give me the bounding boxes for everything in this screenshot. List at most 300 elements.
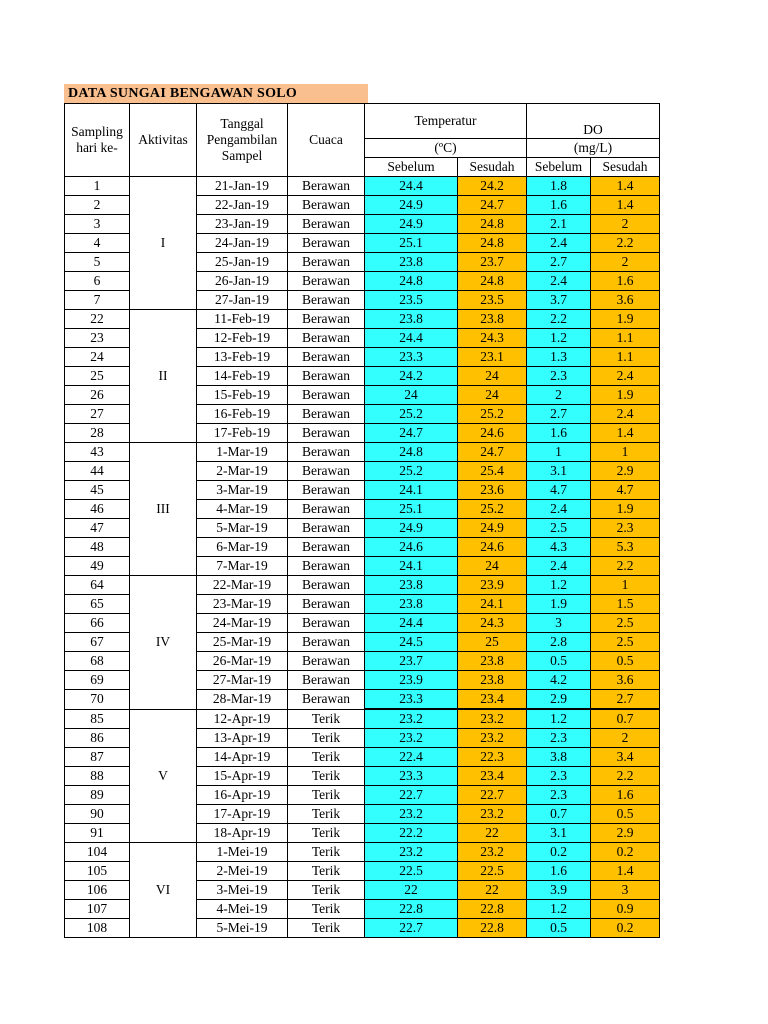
cell-temp-sesudah: 24.2	[458, 177, 527, 196]
header-do: DO	[527, 104, 660, 139]
cell-temp-sesudah: 23.4	[458, 767, 527, 786]
cell-cuaca: Berawan	[288, 538, 365, 557]
cell-do-sebelum: 2.4	[527, 272, 591, 291]
cell-cuaca: Berawan	[288, 329, 365, 348]
cell-do-sebelum: 2.7	[527, 253, 591, 272]
cell-do-sebelum: 3.8	[527, 748, 591, 767]
cell-sampling-day: 66	[65, 614, 130, 633]
header-aktivitas: Aktivitas	[130, 104, 197, 177]
cell-temp-sesudah: 25.4	[458, 462, 527, 481]
cell-do-sebelum: 2.5	[527, 519, 591, 538]
cell-tanggal: 21-Jan-19	[197, 177, 288, 196]
cell-temp-sesudah: 23.2	[458, 729, 527, 748]
cell-do-sesudah: 1.9	[591, 310, 660, 329]
cell-sampling-day: 91	[65, 824, 130, 843]
cell-temp-sebelum: 22.7	[365, 786, 458, 805]
cell-sampling-day: 86	[65, 729, 130, 748]
cell-cuaca: Berawan	[288, 424, 365, 443]
cell-do-sesudah: 1	[591, 576, 660, 595]
cell-cuaca: Berawan	[288, 576, 365, 595]
cell-do-sebelum: 3.1	[527, 462, 591, 481]
cell-cuaca: Terik	[288, 729, 365, 748]
cell-sampling-day: 67	[65, 633, 130, 652]
cell-cuaca: Terik	[288, 786, 365, 805]
cell-do-sebelum: 3.1	[527, 824, 591, 843]
cell-do-sesudah: 1.4	[591, 177, 660, 196]
cell-do-sesudah: 1.4	[591, 196, 660, 215]
header-do-unit: (mg/L)	[527, 139, 660, 158]
header-do-sebelum: Sebelum	[527, 158, 591, 177]
cell-sampling-day: 106	[65, 881, 130, 900]
cell-temp-sebelum: 24.1	[365, 557, 458, 576]
cell-temp-sebelum: 25.1	[365, 500, 458, 519]
cell-cuaca: Terik	[288, 748, 365, 767]
cell-do-sebelum: 2.4	[527, 500, 591, 519]
table-row	[65, 177, 660, 196]
cell-do-sebelum: 2.4	[527, 557, 591, 576]
cell-do-sesudah: 0.5	[591, 652, 660, 671]
cell-temp-sesudah: 23.4	[458, 690, 527, 710]
cell-do-sesudah: 1.4	[591, 862, 660, 881]
cell-temp-sebelum: 23.9	[365, 671, 458, 690]
cell-tanggal: 23-Jan-19	[197, 215, 288, 234]
cell-temp-sebelum: 22	[365, 881, 458, 900]
cell-temp-sebelum: 23.5	[365, 291, 458, 310]
cell-do-sebelum: 4.2	[527, 671, 591, 690]
cell-cuaca: Berawan	[288, 215, 365, 234]
cell-cuaca: Berawan	[288, 500, 365, 519]
cell-tanggal: 27-Jan-19	[197, 291, 288, 310]
cell-cuaca: Berawan	[288, 253, 365, 272]
cell-aktivitas: I	[130, 177, 197, 310]
cell-cuaca: Berawan	[288, 633, 365, 652]
cell-do-sesudah: 2	[591, 729, 660, 748]
cell-cuaca: Berawan	[288, 405, 365, 424]
cell-temp-sesudah: 24	[458, 386, 527, 405]
table-body	[65, 177, 660, 938]
cell-cuaca: Terik	[288, 709, 365, 729]
cell-do-sebelum: 0.5	[527, 652, 591, 671]
cell-do-sesudah: 2.4	[591, 405, 660, 424]
cell-temp-sebelum: 25.1	[365, 234, 458, 253]
cell-do-sesudah: 2.5	[591, 633, 660, 652]
cell-temp-sesudah: 24.3	[458, 329, 527, 348]
cell-cuaca: Terik	[288, 881, 365, 900]
cell-temp-sebelum: 23.2	[365, 709, 458, 729]
cell-tanggal: 6-Mar-19	[197, 538, 288, 557]
cell-aktivitas: V	[130, 709, 197, 843]
cell-temp-sebelum: 24.8	[365, 443, 458, 462]
cell-sampling-day: 70	[65, 690, 130, 710]
cell-tanggal: 18-Apr-19	[197, 824, 288, 843]
cell-cuaca: Berawan	[288, 234, 365, 253]
cell-do-sesudah: 1.9	[591, 500, 660, 519]
cell-sampling-day: 28	[65, 424, 130, 443]
cell-sampling-day: 89	[65, 786, 130, 805]
cell-sampling-day: 69	[65, 671, 130, 690]
cell-cuaca: Berawan	[288, 481, 365, 500]
cell-temp-sebelum: 22.4	[365, 748, 458, 767]
cell-temp-sesudah: 24.8	[458, 272, 527, 291]
cell-temp-sebelum: 24.4	[365, 614, 458, 633]
cell-sampling-day: 25	[65, 367, 130, 386]
cell-do-sesudah: 3.6	[591, 291, 660, 310]
cell-do-sesudah: 2	[591, 215, 660, 234]
cell-do-sesudah: 3.4	[591, 748, 660, 767]
cell-do-sesudah: 0.9	[591, 900, 660, 919]
cell-cuaca: Berawan	[288, 652, 365, 671]
cell-cuaca: Berawan	[288, 519, 365, 538]
cell-sampling-day: 88	[65, 767, 130, 786]
cell-cuaca: Berawan	[288, 690, 365, 710]
cell-sampling-day: 4	[65, 234, 130, 253]
cell-tanggal: 12-Feb-19	[197, 329, 288, 348]
cell-tanggal: 14-Feb-19	[197, 367, 288, 386]
cell-tanggal: 23-Mar-19	[197, 595, 288, 614]
cell-tanggal: 14-Apr-19	[197, 748, 288, 767]
cell-do-sesudah: 4.7	[591, 481, 660, 500]
header-temperatur-unit: (ºC)	[365, 139, 527, 158]
cell-sampling-day: 23	[65, 329, 130, 348]
cell-do-sesudah: 3.6	[591, 671, 660, 690]
cell-do-sebelum: 0.5	[527, 919, 591, 938]
cell-temp-sebelum: 23.8	[365, 595, 458, 614]
cell-temp-sebelum: 24.4	[365, 177, 458, 196]
cell-temp-sebelum: 22.7	[365, 919, 458, 938]
cell-tanggal: 24-Mar-19	[197, 614, 288, 633]
cell-do-sesudah: 1.1	[591, 348, 660, 367]
header-do-sesudah: Sesudah	[591, 158, 660, 177]
cell-tanggal: 27-Mar-19	[197, 671, 288, 690]
cell-cuaca: Berawan	[288, 348, 365, 367]
cell-do-sebelum: 1.8	[527, 177, 591, 196]
table-row	[65, 310, 660, 329]
cell-do-sebelum: 1.9	[527, 595, 591, 614]
cell-do-sesudah: 2.2	[591, 557, 660, 576]
cell-do-sebelum: 2.7	[527, 405, 591, 424]
cell-temp-sebelum: 23.2	[365, 729, 458, 748]
cell-sampling-day: 3	[65, 215, 130, 234]
cell-sampling-day: 24	[65, 348, 130, 367]
cell-temp-sesudah: 22.3	[458, 748, 527, 767]
cell-temp-sesudah: 24.9	[458, 519, 527, 538]
cell-temp-sesudah: 23.9	[458, 576, 527, 595]
cell-tanggal: 15-Apr-19	[197, 767, 288, 786]
cell-cuaca: Berawan	[288, 462, 365, 481]
cell-do-sebelum: 1.6	[527, 196, 591, 215]
cell-cuaca: Berawan	[288, 291, 365, 310]
cell-temp-sebelum: 23.7	[365, 652, 458, 671]
cell-cuaca: Berawan	[288, 671, 365, 690]
cell-temp-sebelum: 24.1	[365, 481, 458, 500]
cell-cuaca: Berawan	[288, 310, 365, 329]
header-tanggal: Tanggal Pengambilan Sampel	[197, 104, 288, 177]
cell-temp-sebelum: 24.5	[365, 633, 458, 652]
cell-temp-sesudah: 23.2	[458, 805, 527, 824]
cell-temp-sesudah: 22.8	[458, 919, 527, 938]
cell-cuaca: Berawan	[288, 386, 365, 405]
cell-temp-sesudah: 23.2	[458, 709, 527, 729]
cell-sampling-day: 27	[65, 405, 130, 424]
cell-do-sesudah: 3	[591, 881, 660, 900]
cell-tanggal: 5-Mei-19	[197, 919, 288, 938]
cell-temp-sesudah: 24.3	[458, 614, 527, 633]
cell-tanggal: 28-Mar-19	[197, 690, 288, 710]
cell-temp-sesudah: 25.2	[458, 500, 527, 519]
cell-sampling-day: 22	[65, 310, 130, 329]
cell-aktivitas: VI	[130, 843, 197, 938]
cell-cuaca: Terik	[288, 900, 365, 919]
cell-temp-sesudah: 24.8	[458, 215, 527, 234]
cell-do-sebelum: 2.3	[527, 367, 591, 386]
cell-cuaca: Terik	[288, 805, 365, 824]
cell-tanggal: 13-Apr-19	[197, 729, 288, 748]
cell-cuaca: Terik	[288, 862, 365, 881]
cell-tanggal: 25-Mar-19	[197, 633, 288, 652]
cell-temp-sesudah: 22.8	[458, 900, 527, 919]
cell-temp-sesudah: 25.2	[458, 405, 527, 424]
cell-do-sesudah: 1.6	[591, 272, 660, 291]
cell-do-sesudah: 1.5	[591, 595, 660, 614]
cell-temp-sesudah: 24.8	[458, 234, 527, 253]
cell-cuaca: Terik	[288, 767, 365, 786]
cell-do-sebelum: 2.3	[527, 786, 591, 805]
river-data-table	[64, 103, 660, 938]
cell-do-sesudah: 0.2	[591, 919, 660, 938]
cell-sampling-day: 49	[65, 557, 130, 576]
cell-temp-sesudah: 22	[458, 881, 527, 900]
cell-temp-sebelum: 25.2	[365, 462, 458, 481]
cell-cuaca: Berawan	[288, 443, 365, 462]
cell-do-sebelum: 2.9	[527, 690, 591, 710]
table-row	[65, 443, 660, 462]
cell-temp-sebelum: 23.8	[365, 253, 458, 272]
cell-do-sesudah: 0.2	[591, 843, 660, 862]
cell-tanggal: 7-Mar-19	[197, 557, 288, 576]
cell-tanggal: 1-Mei-19	[197, 843, 288, 862]
cell-tanggal: 3-Mei-19	[197, 881, 288, 900]
cell-sampling-day: 65	[65, 595, 130, 614]
cell-temp-sesudah: 22	[458, 824, 527, 843]
cell-cuaca: Berawan	[288, 177, 365, 196]
cell-tanggal: 11-Feb-19	[197, 310, 288, 329]
cell-do-sebelum: 3.9	[527, 881, 591, 900]
cell-temp-sesudah: 24	[458, 367, 527, 386]
cell-do-sesudah: 0.7	[591, 709, 660, 729]
sheet-title: DATA SUNGAI BENGAWAN SOLO	[64, 84, 368, 103]
table-row	[65, 709, 660, 729]
cell-temp-sebelum: 22.5	[365, 862, 458, 881]
cell-do-sebelum: 1.6	[527, 424, 591, 443]
cell-sampling-day: 46	[65, 500, 130, 519]
cell-temp-sebelum: 24.2	[365, 367, 458, 386]
cell-do-sebelum: 4.7	[527, 481, 591, 500]
cell-do-sesudah: 2.2	[591, 767, 660, 786]
header-temperatur: Temperatur	[365, 104, 527, 139]
cell-do-sebelum: 1.6	[527, 862, 591, 881]
cell-sampling-day: 105	[65, 862, 130, 881]
cell-tanggal: 2-Mar-19	[197, 462, 288, 481]
cell-sampling-day: 5	[65, 253, 130, 272]
header-temp-sebelum: Sebelum	[365, 158, 458, 177]
cell-do-sebelum: 1.2	[527, 900, 591, 919]
cell-sampling-day: 26	[65, 386, 130, 405]
cell-temp-sesudah: 24.7	[458, 196, 527, 215]
cell-aktivitas: II	[130, 310, 197, 443]
cell-do-sebelum: 2.1	[527, 215, 591, 234]
cell-do-sebelum: 3	[527, 614, 591, 633]
cell-tanggal: 4-Mar-19	[197, 500, 288, 519]
cell-temp-sebelum: 24.9	[365, 519, 458, 538]
cell-sampling-day: 6	[65, 272, 130, 291]
cell-temp-sesudah: 25	[458, 633, 527, 652]
cell-sampling-day: 43	[65, 443, 130, 462]
cell-sampling-day: 68	[65, 652, 130, 671]
cell-temp-sesudah: 23.2	[458, 843, 527, 862]
cell-temp-sesudah: 23.8	[458, 652, 527, 671]
cell-tanggal: 4-Mei-19	[197, 900, 288, 919]
cell-do-sebelum: 2.3	[527, 729, 591, 748]
cell-temp-sebelum: 24.6	[365, 538, 458, 557]
cell-sampling-day: 45	[65, 481, 130, 500]
cell-do-sesudah: 5.3	[591, 538, 660, 557]
cell-temp-sesudah: 23.5	[458, 291, 527, 310]
cell-temp-sesudah: 23.6	[458, 481, 527, 500]
cell-do-sebelum: 2	[527, 386, 591, 405]
cell-cuaca: Berawan	[288, 557, 365, 576]
cell-do-sebelum: 3.7	[527, 291, 591, 310]
cell-sampling-day: 2	[65, 196, 130, 215]
cell-temp-sebelum: 23.2	[365, 805, 458, 824]
cell-do-sesudah: 1	[591, 443, 660, 462]
cell-tanggal: 22-Jan-19	[197, 196, 288, 215]
cell-temp-sebelum: 24.7	[365, 424, 458, 443]
cell-tanggal: 17-Feb-19	[197, 424, 288, 443]
cell-temp-sebelum: 23.8	[365, 310, 458, 329]
cell-cuaca: Berawan	[288, 614, 365, 633]
cell-temp-sebelum: 22.2	[365, 824, 458, 843]
cell-temp-sesudah: 23.8	[458, 310, 527, 329]
table-row	[65, 576, 660, 595]
cell-sampling-day: 1	[65, 177, 130, 196]
cell-temp-sebelum: 25.2	[365, 405, 458, 424]
cell-sampling-day: 47	[65, 519, 130, 538]
cell-do-sebelum: 1	[527, 443, 591, 462]
cell-tanggal: 5-Mar-19	[197, 519, 288, 538]
cell-do-sebelum: 2.3	[527, 767, 591, 786]
cell-tanggal: 22-Mar-19	[197, 576, 288, 595]
cell-sampling-day: 48	[65, 538, 130, 557]
cell-temp-sebelum: 23.3	[365, 767, 458, 786]
cell-temp-sesudah: 24.1	[458, 595, 527, 614]
cell-do-sebelum: 2.4	[527, 234, 591, 253]
cell-temp-sesudah: 22.5	[458, 862, 527, 881]
cell-tanggal: 1-Mar-19	[197, 443, 288, 462]
cell-tanggal: 15-Feb-19	[197, 386, 288, 405]
cell-sampling-day: 107	[65, 900, 130, 919]
cell-temp-sebelum: 24	[365, 386, 458, 405]
cell-temp-sebelum: 24.9	[365, 215, 458, 234]
cell-aktivitas: III	[130, 443, 197, 576]
table-row	[65, 843, 660, 862]
cell-sampling-day: 64	[65, 576, 130, 595]
cell-do-sebelum: 1.2	[527, 576, 591, 595]
cell-do-sebelum: 2.2	[527, 310, 591, 329]
cell-tanggal: 13-Feb-19	[197, 348, 288, 367]
cell-sampling-day: 7	[65, 291, 130, 310]
cell-sampling-day: 85	[65, 709, 130, 729]
cell-tanggal: 17-Apr-19	[197, 805, 288, 824]
cell-do-sebelum: 0.2	[527, 843, 591, 862]
cell-temp-sesudah: 24	[458, 557, 527, 576]
cell-cuaca: Terik	[288, 919, 365, 938]
cell-tanggal: 16-Apr-19	[197, 786, 288, 805]
cell-sampling-day: 104	[65, 843, 130, 862]
header-sampling: Sampling hari ke-	[65, 104, 130, 177]
cell-temp-sesudah: 23.8	[458, 671, 527, 690]
cell-cuaca: Terik	[288, 843, 365, 862]
cell-do-sesudah: 2.7	[591, 690, 660, 710]
cell-do-sebelum: 4.3	[527, 538, 591, 557]
cell-tanggal: 12-Apr-19	[197, 709, 288, 729]
cell-do-sesudah: 2.9	[591, 824, 660, 843]
cell-do-sebelum: 0.7	[527, 805, 591, 824]
cell-do-sesudah: 0.5	[591, 805, 660, 824]
cell-do-sesudah: 2.5	[591, 614, 660, 633]
cell-do-sesudah: 2.2	[591, 234, 660, 253]
cell-temp-sesudah: 24.6	[458, 538, 527, 557]
cell-do-sesudah: 2.9	[591, 462, 660, 481]
cell-do-sebelum: 1.2	[527, 329, 591, 348]
cell-temp-sesudah: 24.7	[458, 443, 527, 462]
cell-do-sesudah: 1.9	[591, 386, 660, 405]
cell-temp-sebelum: 24.8	[365, 272, 458, 291]
cell-sampling-day: 108	[65, 919, 130, 938]
cell-do-sesudah: 1.1	[591, 329, 660, 348]
cell-sampling-day: 87	[65, 748, 130, 767]
table-header	[65, 104, 660, 177]
cell-temp-sebelum: 23.3	[365, 690, 458, 710]
cell-do-sebelum: 2.8	[527, 633, 591, 652]
cell-temp-sebelum: 23.2	[365, 843, 458, 862]
cell-aktivitas: IV	[130, 576, 197, 710]
cell-tanggal: 2-Mei-19	[197, 862, 288, 881]
cell-tanggal: 26-Jan-19	[197, 272, 288, 291]
cell-sampling-day: 90	[65, 805, 130, 824]
cell-temp-sesudah: 22.7	[458, 786, 527, 805]
header-temp-sesudah: Sesudah	[458, 158, 527, 177]
cell-cuaca: Terik	[288, 824, 365, 843]
cell-temp-sebelum: 24.4	[365, 329, 458, 348]
cell-tanggal: 16-Feb-19	[197, 405, 288, 424]
cell-tanggal: 24-Jan-19	[197, 234, 288, 253]
cell-do-sesudah: 1.6	[591, 786, 660, 805]
cell-tanggal: 26-Mar-19	[197, 652, 288, 671]
cell-do-sebelum: 1.3	[527, 348, 591, 367]
cell-temp-sebelum: 24.9	[365, 196, 458, 215]
cell-do-sesudah: 2	[591, 253, 660, 272]
cell-do-sesudah: 1.4	[591, 424, 660, 443]
cell-temp-sesudah: 24.6	[458, 424, 527, 443]
cell-cuaca: Berawan	[288, 272, 365, 291]
cell-temp-sesudah: 23.7	[458, 253, 527, 272]
cell-tanggal: 3-Mar-19	[197, 481, 288, 500]
cell-do-sesudah: 2.3	[591, 519, 660, 538]
header-cuaca: Cuaca	[288, 104, 365, 177]
cell-do-sebelum: 1.2	[527, 709, 591, 729]
cell-temp-sebelum: 22.8	[365, 900, 458, 919]
cell-cuaca: Berawan	[288, 196, 365, 215]
